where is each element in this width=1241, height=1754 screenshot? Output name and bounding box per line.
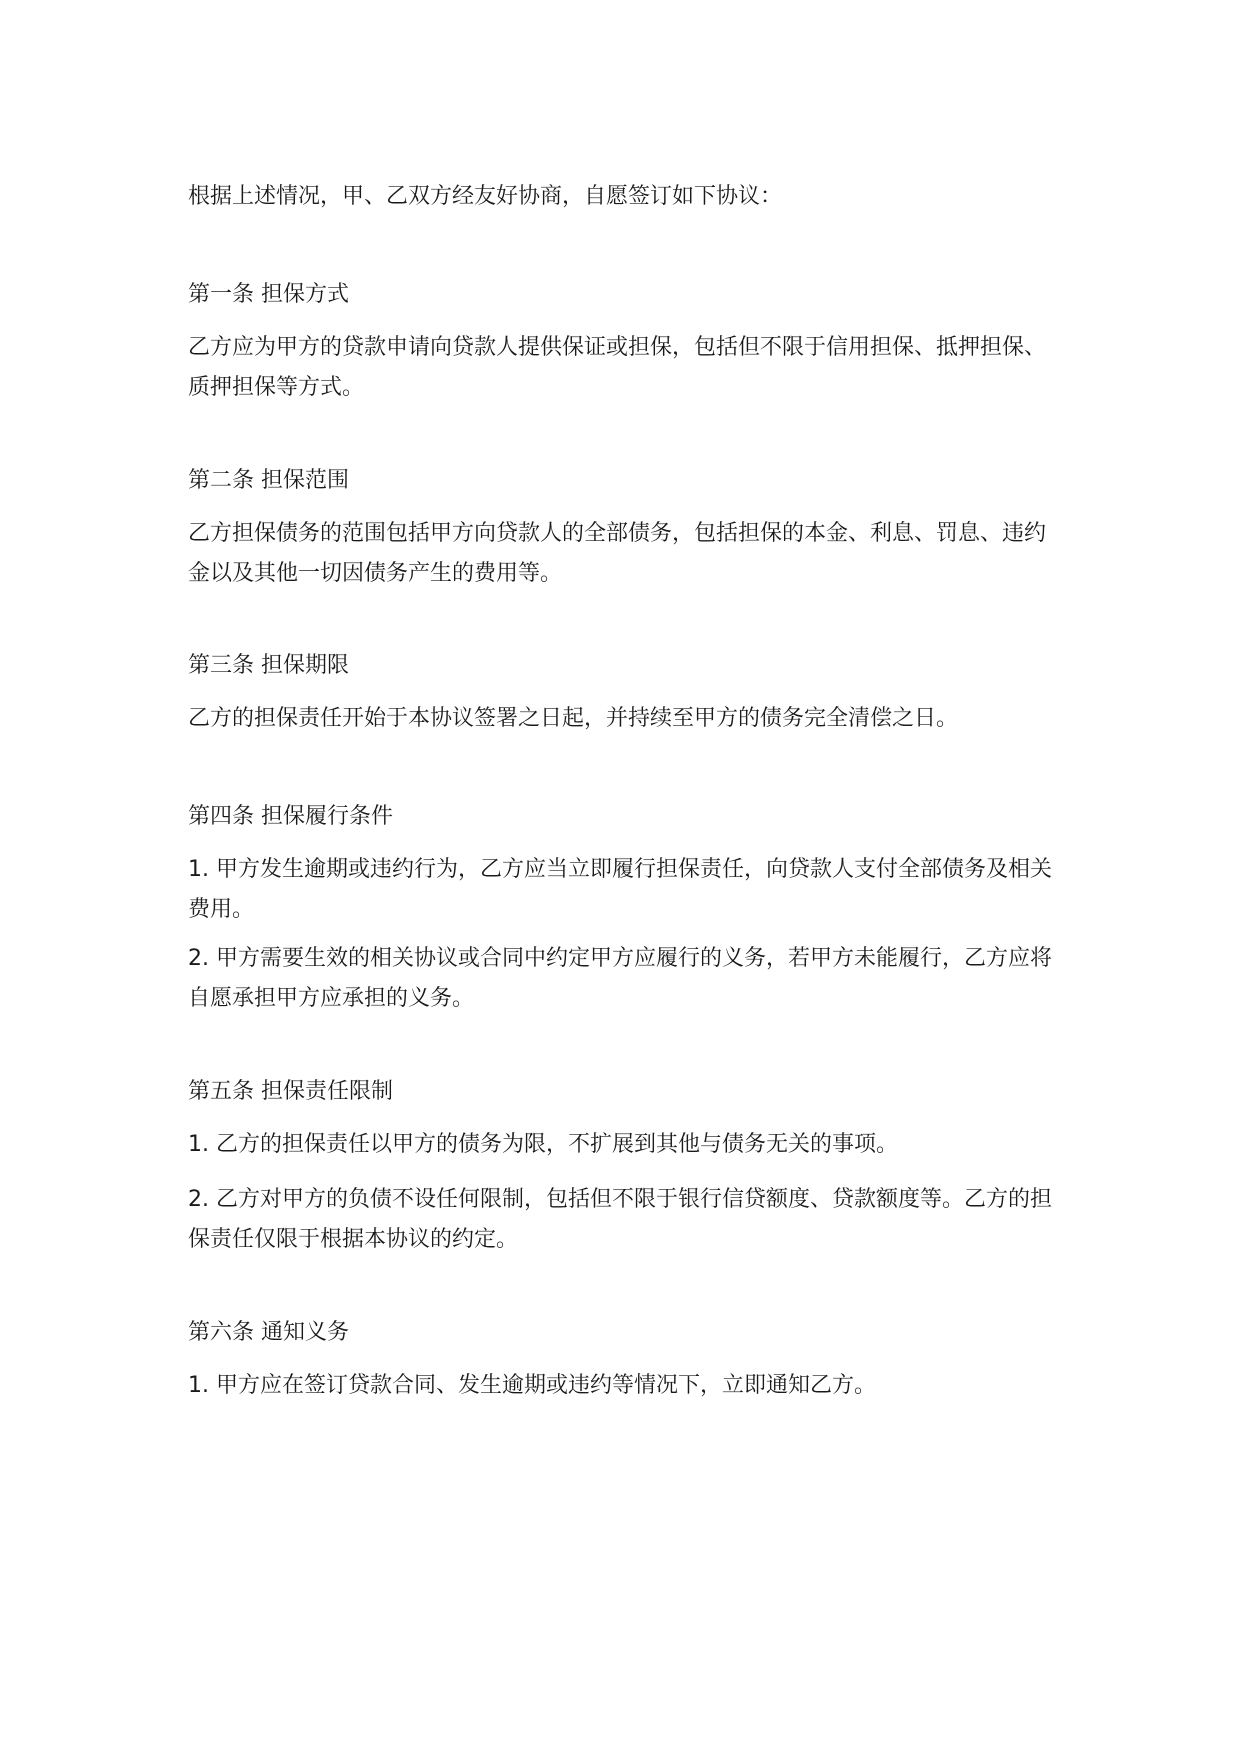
article-5-paragraph-1: 1. 乙方的担保责任以甲方的债务为限，不扩展到其他与债务无关的事项。 <box>188 1132 898 1157</box>
article-6-paragraph-1: 1. 甲方应在签订贷款合同、发生逾期或违约等情况下，立即通知乙方。 <box>188 1373 876 1398</box>
article-2-paragraph-1: 乙方担保债务的范围包括甲方向贷款人的全部债务，包括担保的本金、利息、罚息、违约金以及其他一切因债务产生的费用等。 <box>188 521 1047 586</box>
article-3-title: 第三条 担保期限 <box>188 653 349 678</box>
article-3-paragraph-1: 乙方的担保责任开始于本协议签署之日起，并持续至甲方的债务完全清偿之日。 <box>188 706 959 731</box>
article-4-paragraph-1: 1. 甲方发生逾期或违约行为，乙方应当立即履行担保责任，向贷款人支付全部债务及相关费用。 <box>188 857 1052 922</box>
intro-paragraph: 根据上述情况，甲、乙双方经友好协商，自愿签订如下协议： <box>188 184 783 209</box>
article-4-paragraph-2: 2. 甲方需要生效的相关协议或合同中约定甲方应履行的义务，若甲方未能履行，乙方应将自愿承担甲方应承担的义务。 <box>188 946 1052 1011</box>
article-4-title: 第四条 担保履行条件 <box>188 804 393 829</box>
article-5-title: 第五条 担保责任限制 <box>188 1079 393 1104</box>
article-2-title: 第二条 担保范围 <box>188 468 349 493</box>
article-1-title: 第一条 担保方式 <box>188 282 349 307</box>
article-5-paragraph-2: 2. 乙方对甲方的负债不设任何限制，包括但不限于银行信贷额度、贷款额度等。乙方的担保责任仅限于根据本协议的约定。 <box>188 1187 1052 1252</box>
article-6-title: 第六条 通知义务 <box>188 1320 349 1345</box>
article-1-paragraph-1: 乙方应为甲方的贷款申请向贷款人提供保证或担保，包括但不限于信用担保、抵押担保、质押担保等方式。 <box>188 335 1047 400</box>
